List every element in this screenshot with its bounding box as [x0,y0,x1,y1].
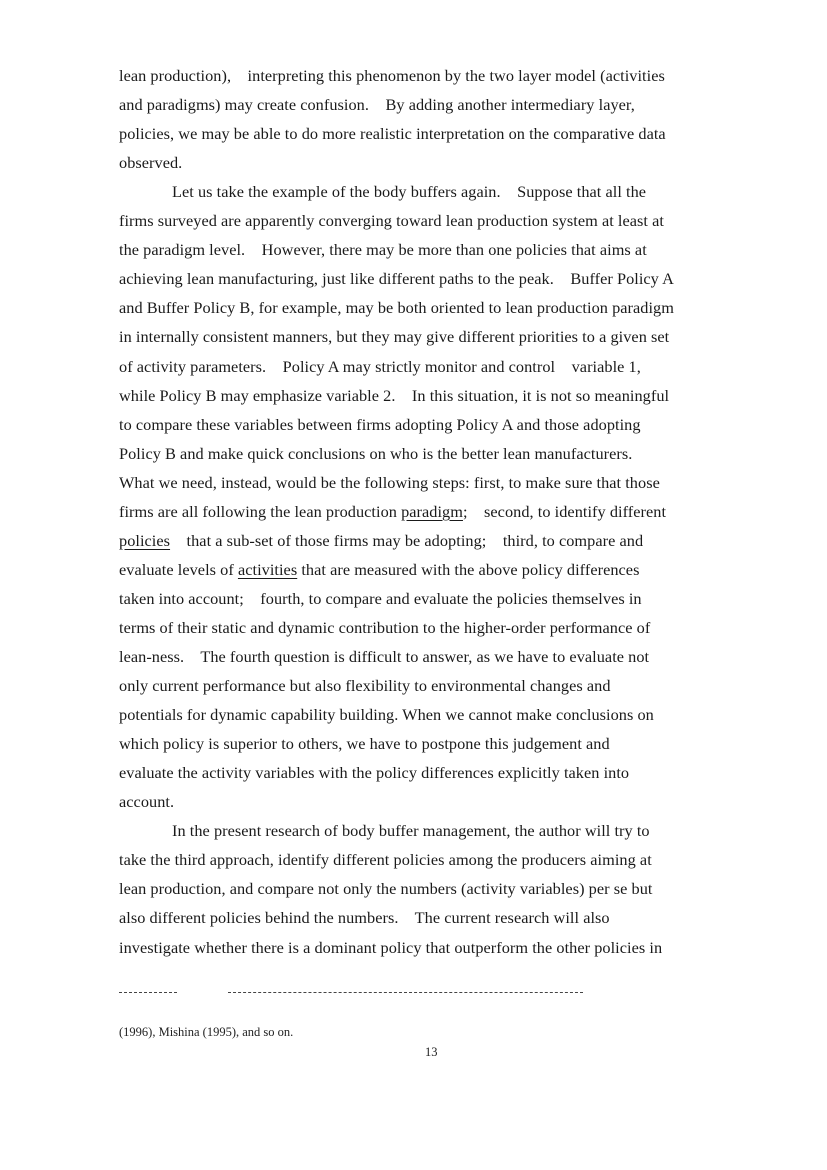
text-line: Policy B and make quick conclusions on who is the better lean manufacturers. [119,443,633,463]
underlined-term: activities [237,559,298,579]
text-line: potentials for dynamic capability building. When we cannot make conclusions on [119,705,654,725]
footnote-rule-segment [228,992,583,993]
text-span: that are measured with the above policy differences [297,559,640,579]
text-line: to compare these variables between firms adopting Policy A and those adopting [119,414,641,434]
text-line: lean-ness. The fourth question is difficult to answer, as we have to evaluate not [119,647,650,666]
text-line: firms surveyed are apparently converging toward lean production system at least at [119,211,664,231]
text-line: policies, we may be able to do more realistic interpretation on the comparative data [119,124,666,144]
footnote-rule-segment [119,992,177,993]
text-line: take the third approach, identify different policies among the producers aiming at [119,850,652,870]
text-line [119,531,643,551]
text-line [119,560,639,580]
footnote-text: (1996), Mishina (1995), and so on. [119,1025,294,1039]
text-line: taken into account; fourth, to compare and evaluate the policies themselves in [119,588,642,608]
text-span: firms are all following the lean production [119,501,402,521]
text-line: observed. [119,153,183,173]
text-line: achieving lean manufacturing, just like different paths to the peak. Buffer Policy A [119,269,674,289]
text-line: only current performance but also flexibility to environmental changes and [119,676,611,696]
text-line: while Policy B may emphasize variable 2. In this situation, it is not so meaningful [119,385,670,405]
text-line: which policy is superior to others, we have to postpone this judgement and [119,734,610,754]
text-line: account. [119,792,175,812]
text-line: and paradigms) may create confusion. By adding another intermediary layer, [119,95,635,115]
text-span: that a sub-set of those firms may be adopting; third, to compare and [170,530,644,550]
text-line: investigate whether there is a dominant policy that outperform the other policies in [119,937,663,957]
text-line: the paradigm level. However, there may be more than one policies that aims at [119,240,647,260]
underlined-term: policies [119,530,171,550]
text-line [119,502,666,522]
text-line: lean production), interpreting this phenomenon by the two layer model (activities [119,66,665,85]
text-line: terms of their static and dynamic contribution to the higher-order performance of [119,617,651,637]
text-line: of activity parameters. Policy A may strictly monitor and control variable 1, [119,356,641,376]
text-line: In the present research of body buffer management, the author will try to [172,821,650,841]
text-line: also different policies behind the numbers. The current research will also [119,908,610,928]
text-span: ; second, to identify different [462,501,667,521]
page-number: 13 [425,1045,438,1059]
text-line: What we need, instead, would be the following steps: first, to make sure that those [119,472,660,492]
text-line: Let us take the example of the body buffers again. Suppose that all the [172,182,647,202]
underlined-term: paradigm [401,501,463,521]
text-span: evaluate levels of [119,559,238,579]
text-line: evaluate the activity variables with the policy differences explicitly taken into [119,763,630,783]
text-line: and Buffer Policy B, for example, may be both oriented to lean production paradigm [119,298,674,318]
text-line: in internally consistent manners, but they may give different priorities to a given set [119,327,670,347]
text-line: lean production, and compare not only the numbers (activity variables) per se but [119,879,653,899]
